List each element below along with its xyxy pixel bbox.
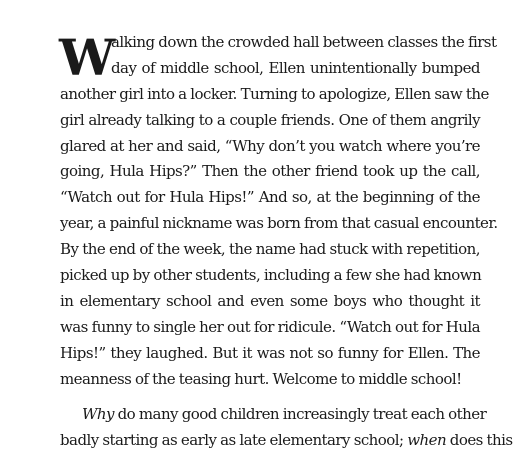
emphasis-when: when (407, 431, 447, 450)
text-line (60, 428, 513, 454)
paragraph-gap (60, 392, 480, 402)
text-segment: badly starting as early as late elementary school; (60, 431, 408, 450)
book-page (59, 28, 513, 454)
text-line: glared at her and said, “Why don’t you watch where you’re (60, 136, 480, 155)
text-line: Hips!” they laughed. But it was not so funny for Ellen. The (60, 343, 480, 362)
paragraph-2 (60, 402, 513, 454)
emphasis-why: Why (82, 405, 114, 424)
text-segment: does this (446, 431, 513, 450)
text-line: alking down the crowded hall between classes the first (111, 33, 497, 51)
text-line (60, 402, 487, 428)
text-line: going, Hula Hips?” Then the other friend took up the call, (60, 162, 480, 181)
text-segment: do many good children increasingly treat each other (113, 405, 487, 424)
paragraph-1 (59, 28, 498, 392)
text-line: “Watch out for Hula Hips!” And so, at the beginning of the (60, 188, 480, 207)
text-line: another girl into a locker. Turning to apologize, Ellen saw the (60, 84, 489, 103)
text-line: girl already talking to a couple friends. One of them angrily (60, 110, 480, 129)
text-line: year, a painful nickname was born from that casual encounter. (60, 214, 498, 233)
text-line: picked up by other students, including a few she had known (60, 266, 482, 285)
text-line: in elementary school and even some boys who thought it (60, 291, 480, 310)
text-line: was funny to single her out for ridicule. “Watch out for Hula (60, 317, 480, 336)
text-line: meanness of the teasing hurt. Welcome to middle school! (60, 369, 462, 388)
drop-cap: W (59, 28, 115, 87)
text-line: day of middle school, Ellen unintentionally bumped (111, 58, 480, 77)
text-line: By the end of the week, the name had stuck with repetition, (60, 240, 480, 259)
